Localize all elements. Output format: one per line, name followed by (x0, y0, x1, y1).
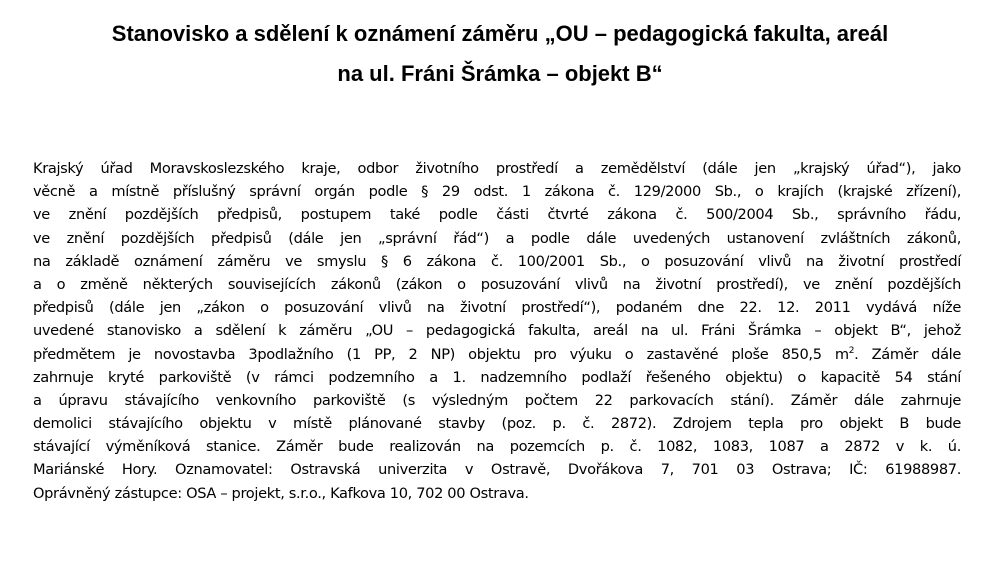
body-line: ve znění pozdějších předpisů, postupem také podle části čtvrté zákona č. 500/2004 Sb., správního řádu, (33, 206, 961, 224)
title-line-2: na ul. Fráni Šrámka – objekt B“ (337, 61, 663, 86)
body-line: demolici stávajícího objektu v místě plánované stavby (poz. p. č. 2872). Zdrojem tepla pro objekt B bude (33, 415, 961, 433)
body-line: Mariánské Hory. Oznamovatel: Ostravská univerzita v Ostravě, Dvořákova 7, 701 03 Ostrava; IČ: 61988987. (33, 461, 961, 479)
body-line: stávající výměníková stanice. Záměr bude realizován na pozemcích p. č. 1082, 1083, 1087 a 2872 v k. ú. (33, 438, 961, 456)
body-line: Krajský úřad Moravskoslezského kraje, odbor životního prostředí a zemědělství (dále jen „krajský úřad“), jako (33, 160, 961, 177)
body-line: zahrnuje kryté parkoviště (v rámci podzemního a 1. nadzemního podlaží řešeného objektu) o kapacitě 54 stání (33, 368, 961, 386)
body-line: uvedené stanovisko a sdělení k záměru „OU – pedagogická fakulta, areál na ul. Fráni Šrámka – objekt B“, jehož (33, 322, 961, 340)
area-line-tail: . Záměr dále (854, 345, 962, 363)
body-line: a úpravu stávajícího venkovního parkoviště (s výsledným počtem 22 parkovacích stání). Záměr dále zahrnuje (33, 391, 961, 409)
document-title (30, 14, 970, 94)
body-line: věcně a místně příslušný správní orgán podle § 29 odst. 1 zákona č. 129/2000 Sb., o krajích (krajské zřízení), (33, 183, 961, 201)
body-line: ve znění pozdějších předpisů (dále jen „správní řád“) a podle dále uvedených ustanovení zvláštních zákonů, (33, 229, 961, 247)
body-line-last: Oprávněný zástupce: OSA – projekt, s.r.o., Kafkova 10, 702 00 Ostrava. (33, 484, 529, 502)
body-paragraph (33, 157, 961, 505)
body-line: a o změně některých souvisejících zákonů (zákon o posuzování vlivů na životní prostředí), ve znění pozdějších (33, 275, 961, 293)
body-line: předpisů (dále jen „zákon o posuzování vlivů na životní prostředí“), podaném dne 22. 12. 2011 vydává níže (33, 299, 961, 317)
body-line: na základě oznámení záměru ve smyslu § 6 zákona č. 100/2001 Sb., o posuzování vlivů na životní prostředí (33, 252, 961, 270)
body-line-area (33, 343, 961, 366)
title-line-1: Stanovisko a sdělení k oznámení záměru „OU – pedagogická fakulta, areál (111, 21, 889, 46)
area-superscript: 2 (848, 345, 855, 356)
area-text: předmětem je novostavba 3podlažního (1 PP, 2 NP) objektu pro výuku o zastavěné ploše 850,5 m (33, 345, 849, 363)
